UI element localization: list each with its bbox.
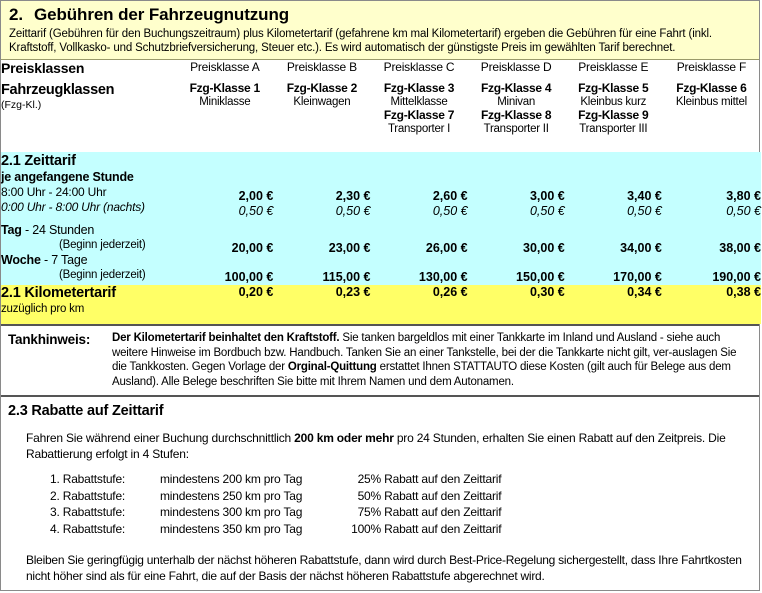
price-class-header-e: Preisklasse E [578, 60, 649, 74]
zeittarif-hour-night-price-e: 0,50 € [627, 204, 662, 218]
zeittarif-hour-night-price-f: 0,50 € [726, 204, 761, 218]
kilometertarif-price-e: 0,34 € [565, 285, 662, 324]
spacer [662, 152, 761, 189]
rabattstufe-3-text: Rabatt auf den Zeittarif [381, 505, 502, 519]
vehicle-class-a-primary: Fzg-Klasse 1 [189, 81, 260, 95]
zeittarif-hour-night-price-b: 0,50 € [335, 204, 371, 218]
zeittarif-prices-f [662, 152, 761, 285]
table-row-zeittarif [1, 152, 761, 285]
rabattstufe-4-km: mindestens 350 km pro Tag [160, 521, 303, 536]
vehicle-class-c-primary: Fzg-Klasse 3 [383, 81, 455, 95]
section-title: Gebühren der Fahrzeugnutzung [33, 5, 290, 24]
zeittarif-week-price-d: 150,00 € [516, 270, 565, 284]
table-row-price-classes [1, 60, 761, 82]
zeittarif-hour-day-price-c: 2,60 € [432, 189, 468, 203]
zeittarif-prices-a [176, 152, 273, 285]
rabatte-section [1, 395, 759, 590]
intro-paragraph: Zeittarif (Gebühren für den Buchungszeitraum) plus Kilometertarif (gefahrene km mal Kilometertarif) ergeben die Gebühren für eine Fahrt (inkl. Kraftstoff, Vollkasko- und Schutzbriefversicherung, Steuer etc.). Es wird automatisch der günstigste Preis im gewählten Tarif berechnet. [9, 28, 712, 54]
price-class-header-a: Preisklasse A [190, 60, 260, 74]
rabattstufe-1-rabatt [345, 471, 752, 488]
rabatte-intro [8, 430, 752, 462]
vehicle-class-cell-b [273, 82, 370, 152]
table-row-kilometertarif [1, 285, 761, 324]
vehicle-class-e-secondary-name: Transporter III [579, 122, 648, 135]
zeittarif-heading: 2.1 Zeittarif [1, 153, 76, 169]
kilometertarif-heading: 2.1 Kilometertarif [1, 285, 116, 301]
vehicle-class-e-secondary: Fzg-Klasse 9 [578, 108, 649, 122]
zeittarif-day-price-a: 20,00 € [231, 241, 274, 255]
spacer [468, 219, 565, 241]
rabattstufe-2-label: 2. Rabattstufe: [50, 488, 126, 503]
kilometertarif-label-cell [1, 285, 176, 324]
zeittarif-week-price-f: 190,00 € [712, 270, 761, 284]
rabattstufe-4-text: Rabatt auf den Zeittarif [381, 521, 502, 536]
rabatte-footer: Bleiben Sie geringfügig unterhalb der nächst höheren Rabattstufe, dann wird durch Best-Price-Regelung sichergestellt, dass Ihre Fahrtkosten nicht höher sind als für eine Fahrt, die auf der Basis der nächst höheren Rabattstufe abgerechnet wird. [26, 553, 742, 583]
tankhinweis-part2: Sie tanken bargeldlos mit einer Tankkarte im Inland und Ausland - siehe auch weitere Hinweise im Bordbuch bzw. Handbuch. Tanken Sie an einer Tankstelle, bei der die Tankkarte nicht gilt, ver-auslagen Sie die Tankkosten. Gegen Vorlage der [112, 332, 737, 373]
tankhinweis-part3: Orginal-Quittung [287, 361, 377, 373]
zeittarif-hour-night-price-a: 0,50 € [238, 204, 274, 218]
zeittarif-woche-sub: (Beginn jederzeit) [59, 269, 146, 281]
spacer [176, 256, 273, 270]
vehicle-class-f-primary: Fzg-Klasse 6 [676, 81, 747, 95]
rabatte-intro-part1: Fahren Sie während einer Buchung durchschnittlich [26, 431, 295, 445]
zeittarif-tag-label-rest: - 24 Stunden [21, 223, 95, 237]
vehicle-class-a-primary-name: Miniklasse [199, 95, 251, 108]
zeittarif-prices-b [273, 152, 370, 285]
zeittarif-tag-label-bold: Tag [1, 223, 22, 237]
spacer [273, 219, 370, 241]
spacer [1, 215, 176, 222]
vehicle-class-d-primary: Fzg-Klasse 4 [480, 81, 552, 95]
zeittarif-night-hours-label: 0:00 Uhr - 8:00 Uhr (nachts) [1, 200, 145, 214]
tankhinweis-part4: erstattet Ihnen STATTAUTO diese Kosten (gilt auch für Belege aus dem Ausland). Alle Belege beschriften Sie bitte mit Ihrem Namen und dem Autonamen. [112, 361, 731, 388]
vehicle-classes-label-cell [1, 82, 176, 152]
spacer [565, 152, 662, 189]
zeittarif-hour-night-price-d: 0,50 € [529, 204, 565, 218]
table-row-vehicle-classes [1, 82, 761, 152]
zeittarif-hour-day-price-f: 3,80 € [726, 189, 761, 203]
vehicle-class-cell-f [662, 82, 761, 152]
zeittarif-hour-night-price-c: 0,50 € [432, 204, 468, 218]
vehicle-class-e-primary: Fzg-Klasse 5 [578, 81, 649, 95]
spacer [468, 256, 565, 270]
kilometertarif-price-b: 0,23 € [273, 285, 370, 324]
zeittarif-hour-day-price-b: 2,30 € [335, 189, 371, 203]
rabattstufe-1-percent: 25% [357, 472, 381, 486]
zeittarif-label-cell [1, 152, 176, 285]
vehicle-class-b-primary-name: Kleinwagen [293, 95, 351, 108]
section-number: 2. [9, 5, 23, 24]
vehicle-class-cell-a [176, 82, 273, 152]
rabatte-intro-part2: pro 24 Stunden, erhalten Sie einen Rabatt auf den Zeitpreis. Die Rabattierung erfolgt in 4 Stufen: [26, 431, 726, 461]
kilometertarif-price-a: 0,20 € [176, 285, 273, 324]
spacer [176, 152, 273, 189]
rabattstufe-1-text: Rabatt auf den Zeittarif [381, 472, 502, 486]
zeittarif-day-price-e: 34,00 € [620, 241, 662, 255]
zeittarif-prices-c [370, 152, 467, 285]
zeittarif-day-price-b: 23,00 € [328, 241, 371, 255]
rabattstufe-2-rabatt [345, 488, 752, 505]
table-row [50, 504, 752, 521]
zeittarif-hour-day-price-d: 3,00 € [529, 189, 565, 203]
zeittarif-day-price-f: 38,00 € [719, 241, 761, 255]
price-class-header-f: Preisklasse F [676, 60, 747, 74]
rabatte-intro-bold: 200 km oder mehr [294, 431, 394, 445]
spacer [176, 219, 273, 241]
zeittarif-week-price-e: 170,00 € [613, 270, 662, 284]
tankhinweis-part1: Der Kilometertarif beinhaltet den Kraftstoff. [112, 332, 340, 344]
title-block [1, 1, 759, 60]
price-classes-label: Preisklassen [1, 60, 85, 76]
price-class-header-b: Preisklasse B [286, 60, 357, 74]
price-class-header-c: Preisklasse C [383, 60, 455, 74]
vehicle-class-cell-c [370, 82, 467, 152]
rabattstufen-table [50, 471, 752, 537]
vehicle-class-d-secondary: Fzg-Klasse 8 [480, 108, 552, 122]
rabattstufe-3-km: mindestens 300 km pro Tag [160, 505, 303, 519]
zeittarif-woche-label-rest: - 7 Tage [40, 253, 88, 267]
spacer [662, 219, 761, 241]
zeittarif-week-price-c: 130,00 € [418, 270, 468, 284]
vehicle-class-e-primary-name: Kleinbus kurz [580, 95, 647, 108]
price-table [1, 60, 761, 324]
kilometertarif-subheading: zuzüglich pro km [1, 303, 85, 315]
rabatte-heading: 2.3 Rabatte auf Zeittarif [8, 403, 164, 419]
kilometertarif-price-d: 0,30 € [468, 285, 565, 324]
zeittarif-tag-label [1, 222, 176, 238]
rabattstufe-3-rabatt [345, 504, 752, 521]
table-row [50, 521, 752, 538]
rabattstufe-2-percent: 50% [357, 488, 381, 503]
tankhinweis-title: Tankhinweis: [8, 332, 91, 347]
zeittarif-day-price-c: 26,00 € [425, 241, 468, 255]
spacer [565, 256, 662, 270]
rabattstufe-3-percent: 75% [357, 505, 381, 519]
table-row [50, 471, 752, 488]
vehicle-class-c-secondary-name: Transporter I [387, 122, 451, 135]
zeittarif-hour-day-price-e: 3,40 € [627, 189, 662, 203]
spacer [565, 219, 662, 241]
vehicle-classes-label: Fahrzeugklassen [1, 82, 115, 98]
rabattstufe-3-label: 3. Rabattstufe: [50, 505, 126, 519]
vehicle-class-cell-d [468, 82, 565, 152]
tankhinweis-section [1, 324, 759, 395]
zeittarif-woche-label-bold: Woche [1, 253, 41, 267]
spacer [662, 256, 761, 270]
zeittarif-week-price-a: 100,00 € [224, 270, 274, 284]
zeittarif-tag-sub: (Beginn jederzeit) [59, 239, 146, 251]
zeittarif-prices-e [565, 152, 662, 285]
vehicle-class-d-secondary-name: Transporter II [483, 122, 549, 135]
rabattstufe-4-label: 4. Rabattstufe: [50, 521, 126, 536]
kilometertarif-price-f: 0,38 € [662, 285, 761, 324]
tankhinweis-body [112, 331, 752, 389]
zeittarif-week-price-b: 115,00 € [322, 270, 371, 284]
zeittarif-day-price-d: 30,00 € [523, 241, 565, 255]
spacer [370, 256, 467, 270]
zeittarif-hour-day-price-a: 2,00 € [238, 189, 274, 203]
rabattstufe-4-percent: 100% [351, 521, 381, 536]
vehicle-classes-sublabel: (Fzg-Kl.) [1, 99, 42, 111]
spacer [273, 256, 370, 270]
rabattstufe-1-km: mindestens 200 km pro Tag [160, 472, 303, 486]
vehicle-class-c-secondary: Fzg-Klasse 7 [383, 108, 455, 122]
table-row [50, 488, 752, 505]
rabattstufe-2-km: mindestens 250 km pro Tag [160, 488, 303, 503]
zeittarif-prices-d [468, 152, 565, 285]
price-class-header-d: Preisklasse D [480, 60, 552, 74]
spacer [370, 219, 467, 241]
rabattstufe-4-rabatt [345, 521, 752, 538]
spacer [468, 152, 565, 189]
vehicle-class-b-primary: Fzg-Klasse 2 [286, 81, 358, 95]
page-title [9, 5, 753, 25]
spacer [273, 152, 370, 189]
rabattstufe-2-text: Rabatt auf den Zeittarif [381, 488, 502, 503]
vehicle-class-d-primary-name: Minivan [497, 95, 536, 108]
vehicle-class-c-primary-name: Mittelklasse [390, 95, 448, 108]
vehicle-class-f-primary-name: Kleinbus mittel [675, 95, 747, 108]
zeittarif-subheading: je angefangene Stunde [1, 170, 134, 184]
zeittarif-day-hours-label: 8:00 Uhr - 24:00 Uhr [1, 185, 107, 199]
rabattstufe-1-label: 1. Rabattstufe: [50, 472, 126, 486]
kilometertarif-price-c: 0,26 € [370, 285, 467, 324]
vehicle-class-cell-e [565, 82, 662, 152]
zeittarif-woche-label [1, 252, 176, 268]
spacer [370, 152, 467, 189]
